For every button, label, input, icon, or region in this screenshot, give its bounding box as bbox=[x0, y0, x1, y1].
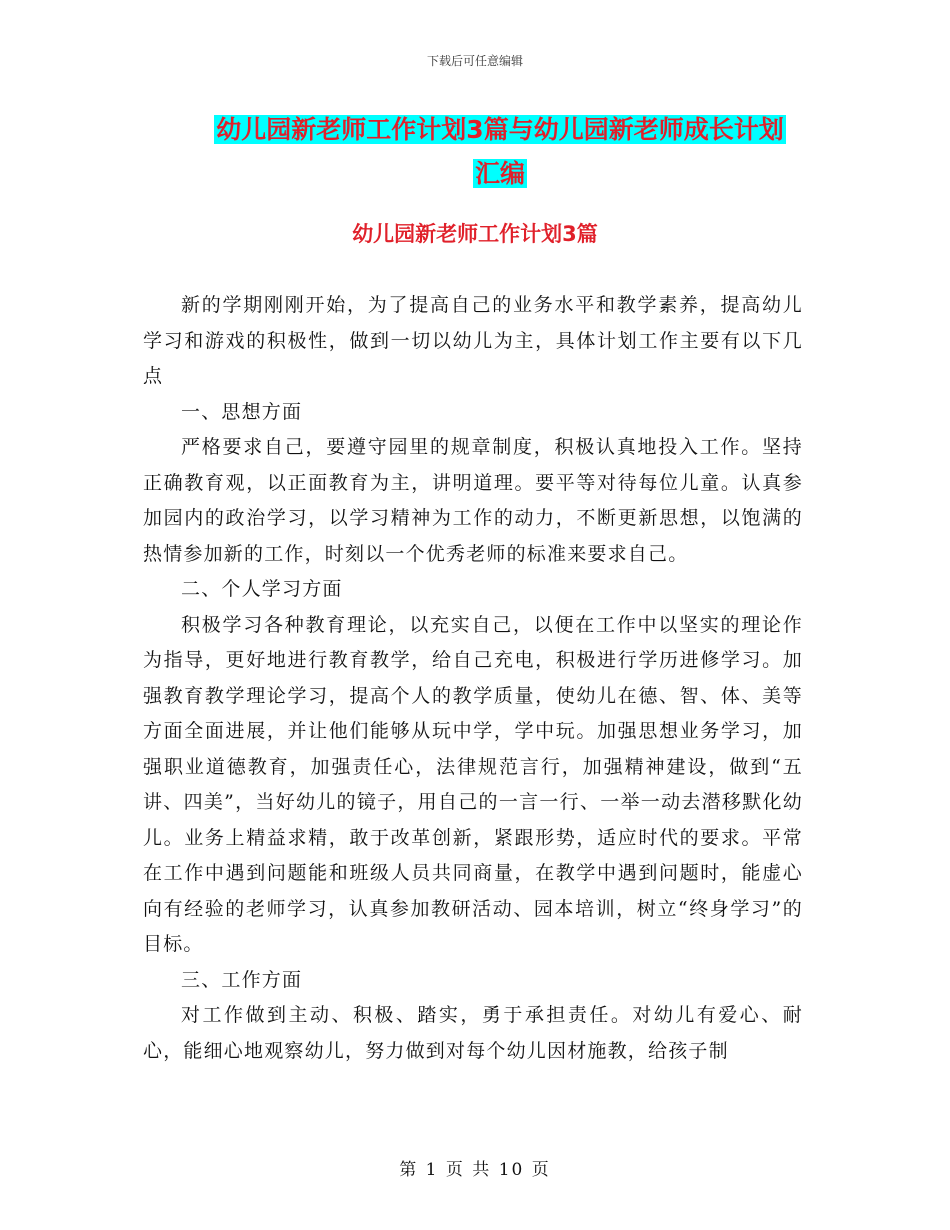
document-title bbox=[150, 108, 850, 196]
paragraph-study: 积极学习各种教育理论，以充实自己，以便在工作中以坚实的理论作为指导，更好地进行教育教学，给自己充电，积极进行学历进修学习。加强教育教学理论学习，提高个人的教学质量，使幼儿在德、智、体、美等方面全面进展，并让他们能够从玩中学，学中玩。加强思想业务学习，加强职业道德教育，加强责任心，法律规范言行，加强精神建设，做到“五讲、四美”，当好幼儿的镜子，用自己的一言一行、一举一动去潜移默化幼儿。业务上精益求精，敢于改革创新，紧跟形势，适应时代的要求。平常在工作中遇到问题能和班级人员共同商量，在教学中遇到问题时，能虚心向有经验的老师学习，认真参加教研活动、园本培训，树立“终身学习”的目标。 bbox=[143, 613, 803, 955]
paragraph-work: 对工作做到主动、积极、踏实，勇于承担责任。对幼儿有爱心、耐心，能细心地观察幼儿，努力做到对每个幼儿因材施教，给孩子制 bbox=[143, 1004, 803, 1062]
document-body bbox=[143, 288, 803, 1069]
document-title-line1: 幼儿园新老师工作计划3篇与幼儿园新老师成长计划 bbox=[216, 115, 784, 144]
paragraph-intro: 新的学期刚刚开始，为了提高自己的业务水平和教学素养，提高幼儿学习和游戏的积极性，做到一切以幼儿为主，具体计划工作主要有以下几点 bbox=[143, 294, 803, 387]
section-title: 幼儿园新老师工作计划3篇 bbox=[352, 222, 598, 246]
document-title-line2: 汇编 bbox=[474, 159, 525, 188]
page-number: 第 1 页 共 10 页 bbox=[399, 1160, 551, 1180]
heading-study: 二、个人学习方面 bbox=[181, 578, 343, 600]
heading-work: 三、工作方面 bbox=[181, 968, 303, 991]
heading-thought: 一、思想方面 bbox=[181, 400, 303, 423]
page-header-note: 下载后可任意编辑 bbox=[426, 54, 523, 68]
paragraph-thought: 严格要求自己，要遵守园里的规章制度，积极认真地投入工作。坚持正确教育观，以正面教育为主，讲明道理。要平等对待每位儿童。认真参加园内的政治学习，以学习精神为工作的动力，不断更新思想，以饱满的热情参加新的工作，时刻以一个优秀老师的标准来要求自己。 bbox=[143, 436, 803, 565]
